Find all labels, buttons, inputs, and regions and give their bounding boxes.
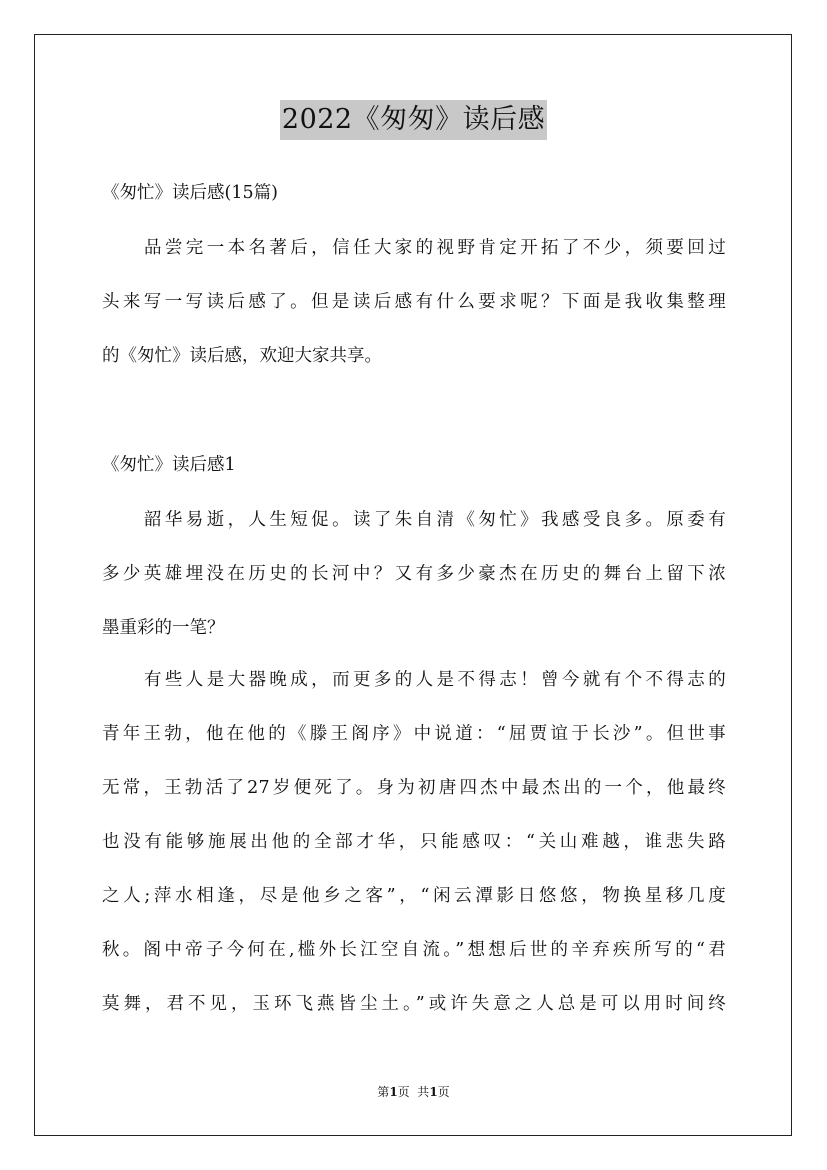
intro-line-2: 头来写一写读后感了。但是读后感有什么要求呢？下面是我收集整理 [102, 292, 726, 312]
document-title: 2022《匆匆》读后感 [280, 100, 547, 140]
footer-mid: 页 共 [397, 1085, 430, 1099]
intro-line-3: 的《匆忙》读后感，欢迎大家共享。 [102, 346, 382, 366]
footer-prefix: 第 [377, 1085, 390, 1099]
footer-page-current: 1 [389, 1085, 398, 1099]
title-container [0, 100, 827, 140]
page-footer [0, 1083, 827, 1101]
paragraph2-line-6: 秋。阁中帝子今何在,槛外长江空自流。”想想后世的辛弃疾所写的“君 [102, 940, 726, 960]
paragraph1-line-1: 韶华易逝，人生短促。读了朱自清《匆忙》我感受良多。原委有 [144, 510, 726, 530]
paragraph2-line-3: 无常，王勃活了27岁便死了。身为初唐四杰中最杰出的一个，他最终 [102, 778, 726, 798]
paragraph2-line-2: 青年王勃，他在他的《滕王阁序》中说道：“屈贾谊于长沙”。但世事 [102, 724, 726, 744]
section-heading: 《匆忙》读后感1 [102, 455, 236, 475]
paragraph2-line-4: 也没有能够施展出他的全部才华，只能感叹：“关山难越，谁悲失路 [102, 832, 726, 852]
paragraph1-line-2: 多少英雄埋没在历史的长河中？又有多少豪杰在历史的舞台上留下浓 [102, 564, 726, 584]
footer-suffix: 页 [437, 1085, 450, 1099]
paragraph2-line-1: 有些人是大器晚成，而更多的人是不得志！曾今就有个不得志的 [144, 670, 726, 690]
footer-page-total: 1 [429, 1085, 438, 1099]
paragraph2-line-7: 莫舞，君不见，玉环飞燕皆尘土。”或许失意之人总是可以用时间终 [102, 994, 726, 1014]
paragraph1-line-3: 墨重彩的一笔？ [102, 618, 225, 638]
paragraph2-line-5: 之人;萍水相逢，尽是他乡之客”，“闲云潭影日悠悠，物换星移几度 [102, 886, 726, 906]
intro-line-1: 品尝完一本名著后，信任大家的视野肯定开拓了不少，须要回过 [144, 238, 726, 258]
document-subtitle: 《匆忙》读后感(15篇) [102, 183, 278, 203]
